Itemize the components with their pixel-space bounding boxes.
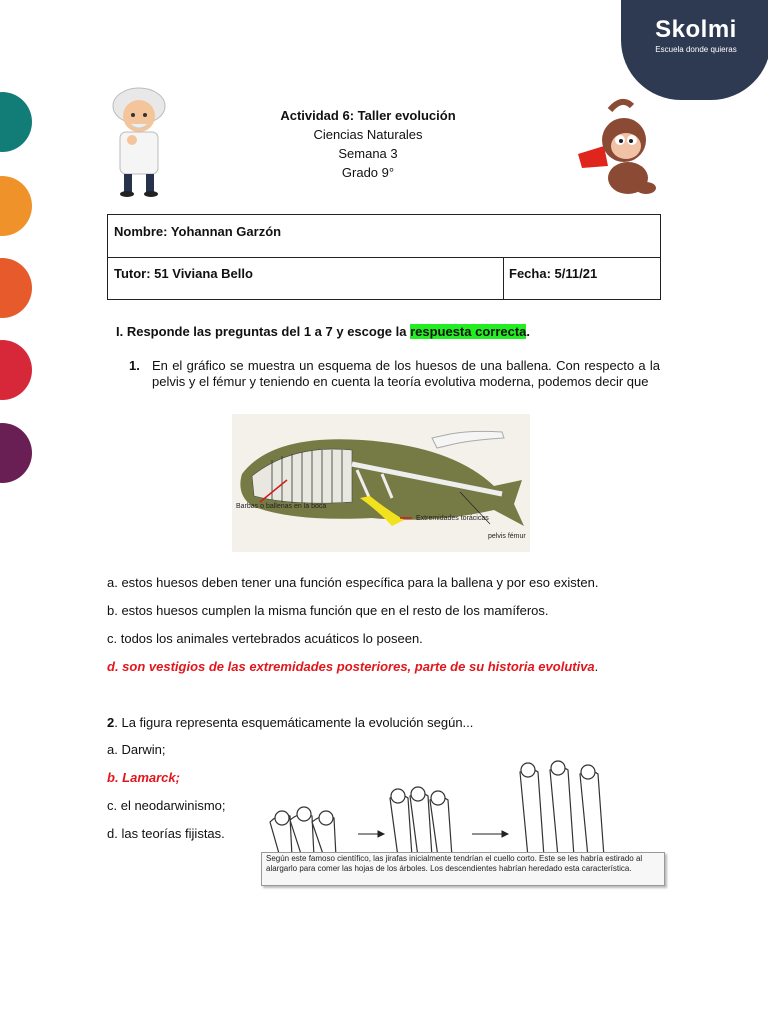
activity-title: Actividad 6: Taller evolución — [280, 108, 456, 123]
q1-option-a: a. estos huesos deben tener una función específica para la ballena y por eso existen. — [107, 575, 599, 590]
instruction-suffix: . — [526, 324, 531, 339]
q1-option-c: c. todos los animales vertebrados acuáticos lo poseen. — [107, 631, 423, 646]
decor-dot-purple — [0, 423, 32, 483]
medium-neck-giraffes — [390, 787, 452, 857]
subject: Ciencias Naturales — [313, 127, 423, 142]
grade: Grado 9° — [341, 165, 395, 180]
table-divider — [503, 257, 504, 299]
q2-option-c: c. el neodarwinismo; — [107, 798, 226, 813]
q2-option-d: d. las teorías fijistas. — [107, 826, 225, 841]
q2-option-a: a. Darwin; — [107, 742, 166, 757]
label-baleen: Barbas o ballenas en la boca — [236, 503, 327, 510]
label-pelvis: pelvis fémur — [488, 533, 526, 540]
logo-brand: Skolmi — [655, 16, 737, 43]
student-info-table — [107, 214, 661, 300]
instruction-highlight: respuesta correcta — [410, 324, 527, 339]
q1-option-d — [107, 659, 598, 674]
logo-tagline: Escuela donde quieras — [655, 45, 737, 54]
date: Fecha: 5/11/21 — [509, 266, 598, 281]
label-limbs: Extremidades torácicas — [416, 515, 489, 522]
decor-dot-orange — [0, 176, 32, 236]
week: Semana 3 — [338, 146, 398, 161]
tutor: Tutor: 51 Viviana Bello — [114, 266, 253, 281]
q2-question — [107, 715, 473, 730]
short-neck-giraffes — [270, 807, 336, 857]
skolmi-logo — [621, 0, 768, 100]
long-neck-giraffes — [520, 761, 604, 857]
info-row-name — [108, 215, 660, 258]
q1-d-suffix: . — [594, 659, 599, 674]
q2-text: . La figura representa esquemáticamente la evolución según... — [114, 715, 474, 730]
q1-number: 1. — [129, 358, 140, 373]
q2-correct-answer: b. Lamarck; — [107, 770, 180, 785]
decor-dot-red-orange — [0, 258, 32, 318]
q1-text: En el gráfico se muestra un esquema de los huesos de una ballena. Con respecto a la pelvis y el fémur y teniendo en cuenta la teoría evolutiva moderna, podemos decir que — [152, 358, 660, 389]
whale-skeleton-figure — [232, 414, 530, 552]
giraffe-caption: Según este famoso científico, las jirafas inicialmente tendrían el cuello corto. Este se les habría estirado al alargarlo para comer las hojas de los árboles. Los descendientes habrían heredado esta característica. — [261, 852, 665, 886]
student-name: Nombre: Yohannan Garzón — [114, 224, 282, 239]
q1-option-b: b. estos huesos cumplen la misma función que en el resto de los mamíferos. — [107, 603, 549, 618]
decor-dot-red — [0, 340, 32, 400]
instruction — [116, 324, 530, 340]
q1-correct-answer: d. son vestigios de las extremidades posteriores, parte de su historia evolutiva — [107, 659, 595, 674]
q2-number: 2 — [107, 715, 115, 730]
instruction-text: I. Responde las preguntas del 1 a 7 y escoge la — [116, 324, 411, 339]
